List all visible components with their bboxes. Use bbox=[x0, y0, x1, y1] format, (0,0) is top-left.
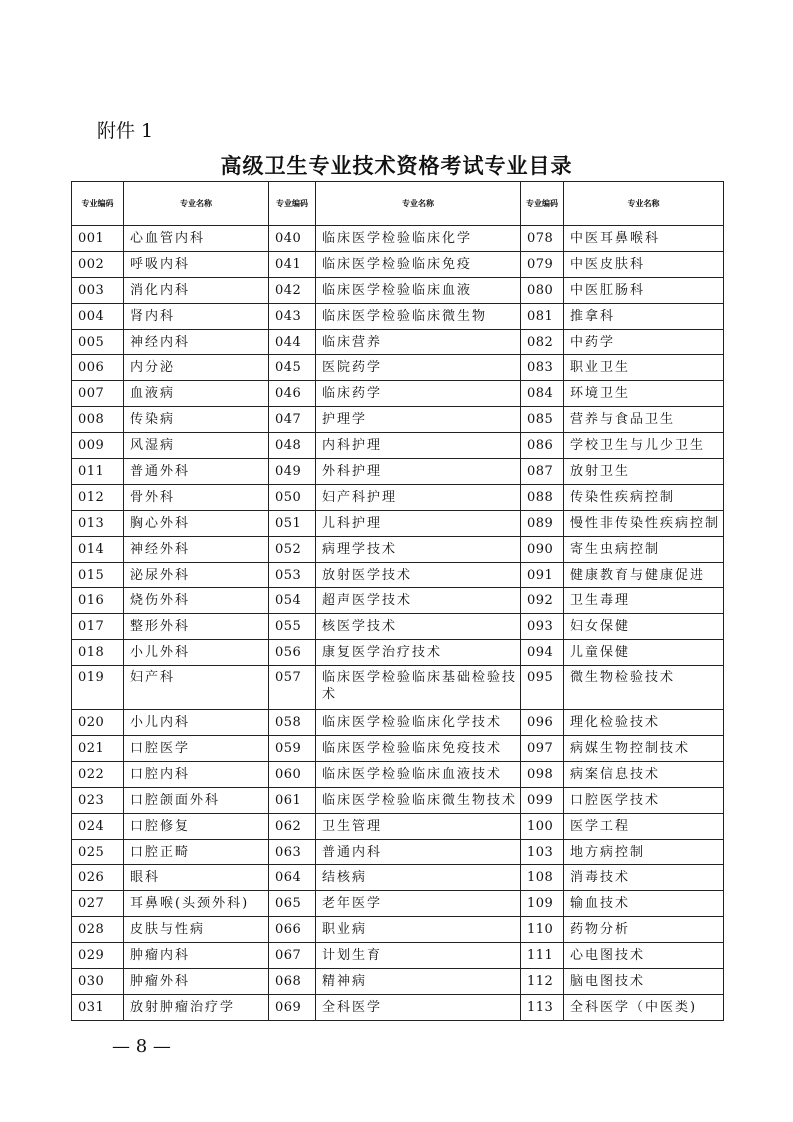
name-cell: 口腔内科 bbox=[124, 761, 269, 787]
name-cell: 学校卫生与儿少卫生 bbox=[564, 433, 724, 459]
name-cell: 全科医学（中医类) bbox=[564, 994, 724, 1020]
name-cell: 临床医学检验临床血液技术 bbox=[316, 761, 521, 787]
name-cell: 临床医学检验临床免疫 bbox=[316, 251, 521, 277]
table-row bbox=[72, 969, 724, 995]
table-row bbox=[72, 303, 724, 329]
code-cell: 050 bbox=[269, 484, 316, 510]
code-cell: 113 bbox=[521, 994, 564, 1020]
name-cell: 泌尿外科 bbox=[124, 562, 269, 588]
name-cell: 临床医学检验临床基础检验技术 bbox=[316, 666, 521, 710]
name-cell: 放射医学技术 bbox=[316, 562, 521, 588]
specialty-catalog-table bbox=[71, 181, 724, 1021]
name-cell: 职业卫生 bbox=[564, 355, 724, 381]
code-cell: 014 bbox=[72, 536, 124, 562]
table-row bbox=[72, 865, 724, 891]
code-cell: 060 bbox=[269, 761, 316, 787]
name-cell: 病理学技术 bbox=[316, 536, 521, 562]
name-cell: 肿瘤内科 bbox=[124, 943, 269, 969]
code-cell: 016 bbox=[72, 588, 124, 614]
name-cell: 中医耳鼻喉科 bbox=[564, 226, 724, 252]
code-cell: 110 bbox=[521, 917, 564, 943]
code-cell: 025 bbox=[72, 839, 124, 865]
code-cell: 045 bbox=[269, 355, 316, 381]
code-cell: 028 bbox=[72, 917, 124, 943]
code-cell: 062 bbox=[269, 813, 316, 839]
code-cell: 090 bbox=[521, 536, 564, 562]
header-code-3: 专业编码 bbox=[521, 182, 564, 226]
code-cell: 055 bbox=[269, 614, 316, 640]
name-cell: 传染性疾病控制 bbox=[564, 484, 724, 510]
name-cell: 脑电图技术 bbox=[564, 969, 724, 995]
name-cell: 传染病 bbox=[124, 407, 269, 433]
code-cell: 054 bbox=[269, 588, 316, 614]
name-cell: 儿童保健 bbox=[564, 640, 724, 666]
name-cell: 眼科 bbox=[124, 865, 269, 891]
name-cell: 环境卫生 bbox=[564, 381, 724, 407]
header-name-3: 专业名称 bbox=[564, 182, 724, 226]
name-cell: 消毒技术 bbox=[564, 865, 724, 891]
code-cell: 108 bbox=[521, 865, 564, 891]
name-cell: 超声医学技术 bbox=[316, 588, 521, 614]
code-cell: 011 bbox=[72, 459, 124, 485]
table-row bbox=[72, 407, 724, 433]
name-cell: 结核病 bbox=[316, 865, 521, 891]
table-row bbox=[72, 761, 724, 787]
name-cell: 胸心外科 bbox=[124, 510, 269, 536]
table-row bbox=[72, 562, 724, 588]
table-row bbox=[72, 787, 724, 813]
code-cell: 111 bbox=[521, 943, 564, 969]
name-cell: 中医肛肠科 bbox=[564, 277, 724, 303]
name-cell: 推拿科 bbox=[564, 303, 724, 329]
name-cell: 医学工程 bbox=[564, 813, 724, 839]
name-cell: 健康教育与健康促进 bbox=[564, 562, 724, 588]
code-cell: 046 bbox=[269, 381, 316, 407]
code-cell: 081 bbox=[521, 303, 564, 329]
name-cell: 放射肿瘤治疗学 bbox=[124, 994, 269, 1020]
code-cell: 021 bbox=[72, 736, 124, 762]
code-cell: 019 bbox=[72, 666, 124, 710]
code-cell: 029 bbox=[72, 943, 124, 969]
name-cell: 全科医学 bbox=[316, 994, 521, 1020]
name-cell: 神经内科 bbox=[124, 329, 269, 355]
table-row bbox=[72, 510, 724, 536]
code-cell: 094 bbox=[521, 640, 564, 666]
table-row bbox=[72, 710, 724, 736]
table-header-row bbox=[72, 182, 724, 226]
name-cell: 小儿内科 bbox=[124, 710, 269, 736]
code-cell: 040 bbox=[269, 226, 316, 252]
name-cell: 职业病 bbox=[316, 917, 521, 943]
code-cell: 088 bbox=[521, 484, 564, 510]
code-cell: 096 bbox=[521, 710, 564, 736]
code-cell: 082 bbox=[521, 329, 564, 355]
name-cell: 临床医学检验临床免疫技术 bbox=[316, 736, 521, 762]
code-cell: 085 bbox=[521, 407, 564, 433]
name-cell: 口腔医学 bbox=[124, 736, 269, 762]
name-cell: 药物分析 bbox=[564, 917, 724, 943]
name-cell: 核医学技术 bbox=[316, 614, 521, 640]
code-cell: 013 bbox=[72, 510, 124, 536]
document-title: 高级卫生专业技术资格考试专业目录 bbox=[220, 153, 573, 178]
table-row bbox=[72, 994, 724, 1020]
table-body bbox=[72, 226, 724, 1021]
table-row bbox=[72, 536, 724, 562]
code-cell: 003 bbox=[72, 277, 124, 303]
name-cell: 精神病 bbox=[316, 969, 521, 995]
table-row bbox=[72, 277, 724, 303]
code-cell: 024 bbox=[72, 813, 124, 839]
name-cell: 放射卫生 bbox=[564, 459, 724, 485]
code-cell: 056 bbox=[269, 640, 316, 666]
name-cell: 卫生毒理 bbox=[564, 588, 724, 614]
header-code-2: 专业编码 bbox=[269, 182, 316, 226]
table-row bbox=[72, 666, 724, 710]
code-cell: 005 bbox=[72, 329, 124, 355]
code-cell: 080 bbox=[521, 277, 564, 303]
name-cell: 烧伤外科 bbox=[124, 588, 269, 614]
name-cell: 呼吸内科 bbox=[124, 251, 269, 277]
code-cell: 009 bbox=[72, 433, 124, 459]
name-cell: 口腔颌面外科 bbox=[124, 787, 269, 813]
name-cell: 临床医学检验临床微生物 bbox=[316, 303, 521, 329]
page-number: — 8 — bbox=[112, 1036, 171, 1057]
name-cell: 口腔修复 bbox=[124, 813, 269, 839]
table-row bbox=[72, 381, 724, 407]
table-row bbox=[72, 891, 724, 917]
code-cell: 017 bbox=[72, 614, 124, 640]
name-cell: 慢性非传染性疾病控制 bbox=[564, 510, 724, 536]
code-cell: 093 bbox=[521, 614, 564, 640]
code-cell: 031 bbox=[72, 994, 124, 1020]
name-cell: 老年医学 bbox=[316, 891, 521, 917]
name-cell: 微生物检验技术 bbox=[564, 666, 724, 710]
name-cell: 营养与食品卫生 bbox=[564, 407, 724, 433]
header-code-1: 专业编码 bbox=[72, 182, 124, 226]
name-cell: 计划生育 bbox=[316, 943, 521, 969]
name-cell: 病案信息技术 bbox=[564, 761, 724, 787]
code-cell: 058 bbox=[269, 710, 316, 736]
table-row bbox=[72, 459, 724, 485]
table-row bbox=[72, 614, 724, 640]
code-cell: 041 bbox=[269, 251, 316, 277]
code-cell: 052 bbox=[269, 536, 316, 562]
code-cell: 078 bbox=[521, 226, 564, 252]
code-cell: 007 bbox=[72, 381, 124, 407]
header-name-2: 专业名称 bbox=[316, 182, 521, 226]
code-cell: 109 bbox=[521, 891, 564, 917]
name-cell: 整形外科 bbox=[124, 614, 269, 640]
code-cell: 049 bbox=[269, 459, 316, 485]
code-cell: 086 bbox=[521, 433, 564, 459]
name-cell: 小儿外科 bbox=[124, 640, 269, 666]
name-cell: 寄生虫病控制 bbox=[564, 536, 724, 562]
code-cell: 067 bbox=[269, 943, 316, 969]
code-cell: 030 bbox=[72, 969, 124, 995]
table-row bbox=[72, 251, 724, 277]
code-cell: 095 bbox=[521, 666, 564, 710]
name-cell: 外科护理 bbox=[316, 459, 521, 485]
name-cell: 护理学 bbox=[316, 407, 521, 433]
name-cell: 输血技术 bbox=[564, 891, 724, 917]
code-cell: 099 bbox=[521, 787, 564, 813]
code-cell: 068 bbox=[269, 969, 316, 995]
name-cell: 妇产科护理 bbox=[316, 484, 521, 510]
name-cell: 临床医学检验临床化学技术 bbox=[316, 710, 521, 736]
name-cell: 临床营养 bbox=[316, 329, 521, 355]
code-cell: 012 bbox=[72, 484, 124, 510]
code-cell: 097 bbox=[521, 736, 564, 762]
table-row bbox=[72, 329, 724, 355]
code-cell: 089 bbox=[521, 510, 564, 536]
code-cell: 023 bbox=[72, 787, 124, 813]
name-cell: 临床医学检验临床血液 bbox=[316, 277, 521, 303]
code-cell: 042 bbox=[269, 277, 316, 303]
header-name-1: 专业名称 bbox=[124, 182, 269, 226]
code-cell: 026 bbox=[72, 865, 124, 891]
code-cell: 022 bbox=[72, 761, 124, 787]
code-cell: 018 bbox=[72, 640, 124, 666]
name-cell: 耳鼻喉(头颈外科) bbox=[124, 891, 269, 917]
code-cell: 051 bbox=[269, 510, 316, 536]
code-cell: 059 bbox=[269, 736, 316, 762]
code-cell: 091 bbox=[521, 562, 564, 588]
name-cell: 妇女保健 bbox=[564, 614, 724, 640]
code-cell: 084 bbox=[521, 381, 564, 407]
code-cell: 092 bbox=[521, 588, 564, 614]
code-cell: 006 bbox=[72, 355, 124, 381]
name-cell: 理化检验技术 bbox=[564, 710, 724, 736]
table-row bbox=[72, 433, 724, 459]
code-cell: 100 bbox=[521, 813, 564, 839]
code-cell: 064 bbox=[269, 865, 316, 891]
name-cell: 骨外科 bbox=[124, 484, 269, 510]
name-cell: 肾内科 bbox=[124, 303, 269, 329]
code-cell: 004 bbox=[72, 303, 124, 329]
code-cell: 083 bbox=[521, 355, 564, 381]
code-cell: 069 bbox=[269, 994, 316, 1020]
code-cell: 098 bbox=[521, 761, 564, 787]
code-cell: 061 bbox=[269, 787, 316, 813]
name-cell: 临床医学检验临床化学 bbox=[316, 226, 521, 252]
code-cell: 027 bbox=[72, 891, 124, 917]
name-cell: 康复医学治疗技术 bbox=[316, 640, 521, 666]
name-cell: 普通外科 bbox=[124, 459, 269, 485]
name-cell: 妇产科 bbox=[124, 666, 269, 710]
code-cell: 057 bbox=[269, 666, 316, 710]
code-cell: 048 bbox=[269, 433, 316, 459]
table-row bbox=[72, 917, 724, 943]
table-row bbox=[72, 813, 724, 839]
table-row bbox=[72, 736, 724, 762]
name-cell: 风湿病 bbox=[124, 433, 269, 459]
name-cell: 口腔医学技术 bbox=[564, 787, 724, 813]
name-cell: 临床医学检验临床微生物技术 bbox=[316, 787, 521, 813]
code-cell: 112 bbox=[521, 969, 564, 995]
name-cell: 血液病 bbox=[124, 381, 269, 407]
name-cell: 神经外科 bbox=[124, 536, 269, 562]
name-cell: 医院药学 bbox=[316, 355, 521, 381]
code-cell: 066 bbox=[269, 917, 316, 943]
code-cell: 015 bbox=[72, 562, 124, 588]
table-row bbox=[72, 839, 724, 865]
table-row bbox=[72, 355, 724, 381]
name-cell: 中医皮肤科 bbox=[564, 251, 724, 277]
name-cell: 口腔正畸 bbox=[124, 839, 269, 865]
code-cell: 002 bbox=[72, 251, 124, 277]
code-cell: 087 bbox=[521, 459, 564, 485]
code-cell: 063 bbox=[269, 839, 316, 865]
name-cell: 普通内科 bbox=[316, 839, 521, 865]
name-cell: 肿瘤外科 bbox=[124, 969, 269, 995]
name-cell: 中药学 bbox=[564, 329, 724, 355]
table-row bbox=[72, 226, 724, 252]
table-row bbox=[72, 943, 724, 969]
name-cell: 心血管内科 bbox=[124, 226, 269, 252]
name-cell: 卫生管理 bbox=[316, 813, 521, 839]
name-cell: 临床药学 bbox=[316, 381, 521, 407]
table-row bbox=[72, 640, 724, 666]
code-cell: 079 bbox=[521, 251, 564, 277]
code-cell: 053 bbox=[269, 562, 316, 588]
name-cell: 内科护理 bbox=[316, 433, 521, 459]
name-cell: 消化内科 bbox=[124, 277, 269, 303]
table-row bbox=[72, 588, 724, 614]
name-cell: 皮肤与性病 bbox=[124, 917, 269, 943]
name-cell: 病媒生物控制技术 bbox=[564, 736, 724, 762]
code-cell: 047 bbox=[269, 407, 316, 433]
name-cell: 心电图技术 bbox=[564, 943, 724, 969]
code-cell: 065 bbox=[269, 891, 316, 917]
name-cell: 儿科护理 bbox=[316, 510, 521, 536]
code-cell: 001 bbox=[72, 226, 124, 252]
attachment-label: 附件 1 bbox=[97, 120, 154, 142]
code-cell: 008 bbox=[72, 407, 124, 433]
code-cell: 043 bbox=[269, 303, 316, 329]
code-cell: 103 bbox=[521, 839, 564, 865]
name-cell: 内分泌 bbox=[124, 355, 269, 381]
name-cell: 地方病控制 bbox=[564, 839, 724, 865]
code-cell: 044 bbox=[269, 329, 316, 355]
table-row bbox=[72, 484, 724, 510]
code-cell: 020 bbox=[72, 710, 124, 736]
